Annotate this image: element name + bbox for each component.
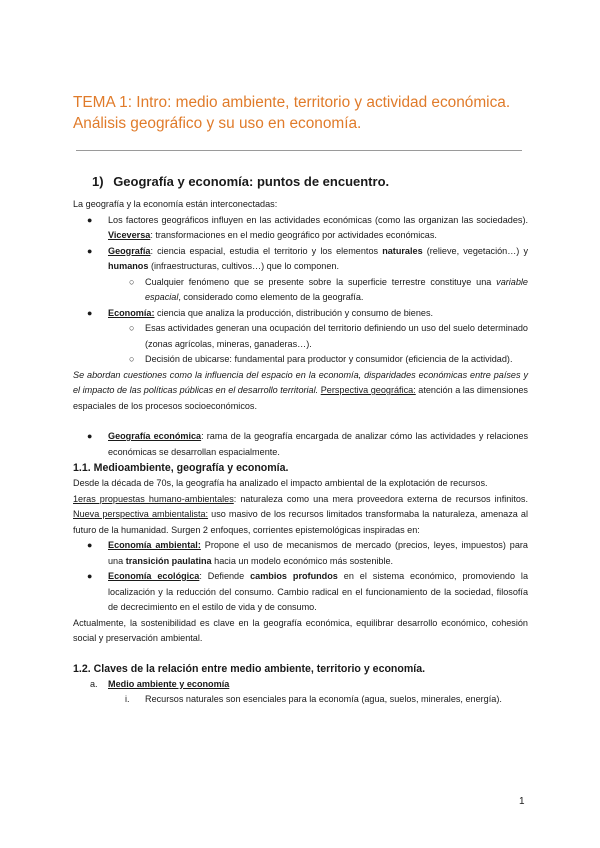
section-1-heading bbox=[92, 174, 389, 189]
sub-list-item: ○ Decisión de ubicarse: fundamental para productor y consumidor (eficiencia de la actividad). bbox=[73, 352, 528, 368]
geo-economica-list bbox=[73, 429, 528, 460]
intro-text: La geografía y la economía están interconectadas: bbox=[73, 199, 278, 209]
section-1-list bbox=[73, 213, 528, 368]
section-1-title: Geografía y economía: puntos de encuentro. bbox=[113, 174, 390, 189]
sub-item-a-marker: a. bbox=[90, 678, 98, 689]
document-title bbox=[73, 92, 543, 134]
bullet-icon: ● bbox=[87, 245, 93, 256]
title-line-2: Análisis geográfico y su uso en economía. bbox=[73, 115, 362, 132]
list-item: ● Economía: ciencia que analiza la producción, distribución y consumo de bienes. bbox=[73, 306, 528, 322]
circle-bullet-icon: ○ bbox=[129, 354, 135, 364]
list-item: ● Geografía: ciencia espacial, estudia el territorio y los elementos naturales (relieve, vegetación…) y humanos (infraestructuras, cultivos…) que lo componen. bbox=[87, 245, 528, 271]
section-1-1-p1: Desde la década de 70s, la geografía ha analizado el impacto ambiental de la explotación de recursos. bbox=[73, 478, 488, 488]
bullet-icon: ● bbox=[87, 431, 93, 441]
section-1-2-heading: 1.2. Claves de la relación entre medio ambiente, territorio y economía. bbox=[73, 662, 426, 675]
sub-item-i-text: Recursos naturales son esenciales para la economía (agua, suelos, minerales, energía). bbox=[145, 694, 502, 704]
section-1-1-heading: 1.1. Medioambiente, geografía y economía. bbox=[73, 462, 289, 474]
page-number: 1 bbox=[519, 796, 525, 807]
sub-list-item: ○ Esas actividades generan una ocupación del territorio definiendo un uso del suelo determinado (zonas agrícolas, mineras, ganaderas…). bbox=[129, 323, 528, 349]
list-item: ● Los factores geográficos influyen en las actividades económicas (como las organizan las sociedades). Viceversa: transformaciones en el medio geográfico por actividades económicas. bbox=[87, 214, 528, 240]
list-item: ● Economía ecológica: Defiende cambios profundos en el sistema económico, promoviendo la localización y la reducción del consumo. Cambio radical en el funcionamiento de la sociedad, filosofía de decrecimiento en el estilo de vida y de consumo. bbox=[87, 571, 529, 612]
bullet-icon: ● bbox=[87, 307, 93, 318]
sub-item-a-label: Medio ambiente y economía bbox=[108, 678, 230, 689]
bullet-icon: ● bbox=[87, 540, 93, 550]
list-item: ● Geografía económica: rama de la geografía encargada de analizar cómo las actividades y relaciones económicas se desarrollan espacialmente. bbox=[87, 431, 528, 457]
circle-bullet-icon: ○ bbox=[129, 323, 135, 333]
list-item: ● Economía ambiental: Propone el uso de mecanismos de mercado (precios, leyes, impuestos) para una transición paulatina hacia un modelo económico más sostenible. bbox=[87, 540, 528, 566]
influence-paragraph: Se abordan cuestiones como la influencia del espacio en la economía, disparidades económicas entre países y el impacto de las políticas públicas en el desarrollo territorial. Perspectiva geográfica: atención a las dimensiones espaciales de los procesos socioeconómicos. bbox=[73, 369, 528, 411]
section-1-number: 1) bbox=[92, 174, 104, 189]
sub-item-i-marker: i. bbox=[125, 694, 130, 704]
title-divider bbox=[76, 150, 522, 151]
bullet-icon: ● bbox=[87, 571, 93, 581]
circle-bullet-icon: ○ bbox=[129, 276, 135, 287]
bullet-icon: ● bbox=[87, 214, 93, 225]
title-line-1: TEMA 1: Intro: medio ambiente, territorio y actividad económica. bbox=[73, 94, 511, 111]
section-1-1-list bbox=[73, 538, 528, 616]
sub-list-item: ○ Cualquier fenómeno que se presente sobre la superficie terrestre constituye una variable espacial, considerado como elemento de la geografía. bbox=[129, 276, 528, 302]
sub-item-i bbox=[73, 692, 528, 708]
section-1-1-p3: Actualmente, la sostenibilidad es clave en la geografía económica, equilibrar desarrollo económico, cohesión social y preservación ambiental. bbox=[73, 617, 528, 643]
sub-item-a bbox=[73, 677, 528, 693]
section-1-body bbox=[73, 197, 528, 708]
section-1-1-p2: 1eras propuestas humano-ambientales: naturaleza como una mera proveedora externa de recursos infinitos. Nueva perspectiva ambientalista: uso masivo de los recursos limitados transformaba la naturaleza, amenaza al futuro de la humanidad. Surgen 2 enfoques, corrientes epistemológicas inspiradas en: bbox=[73, 493, 529, 535]
